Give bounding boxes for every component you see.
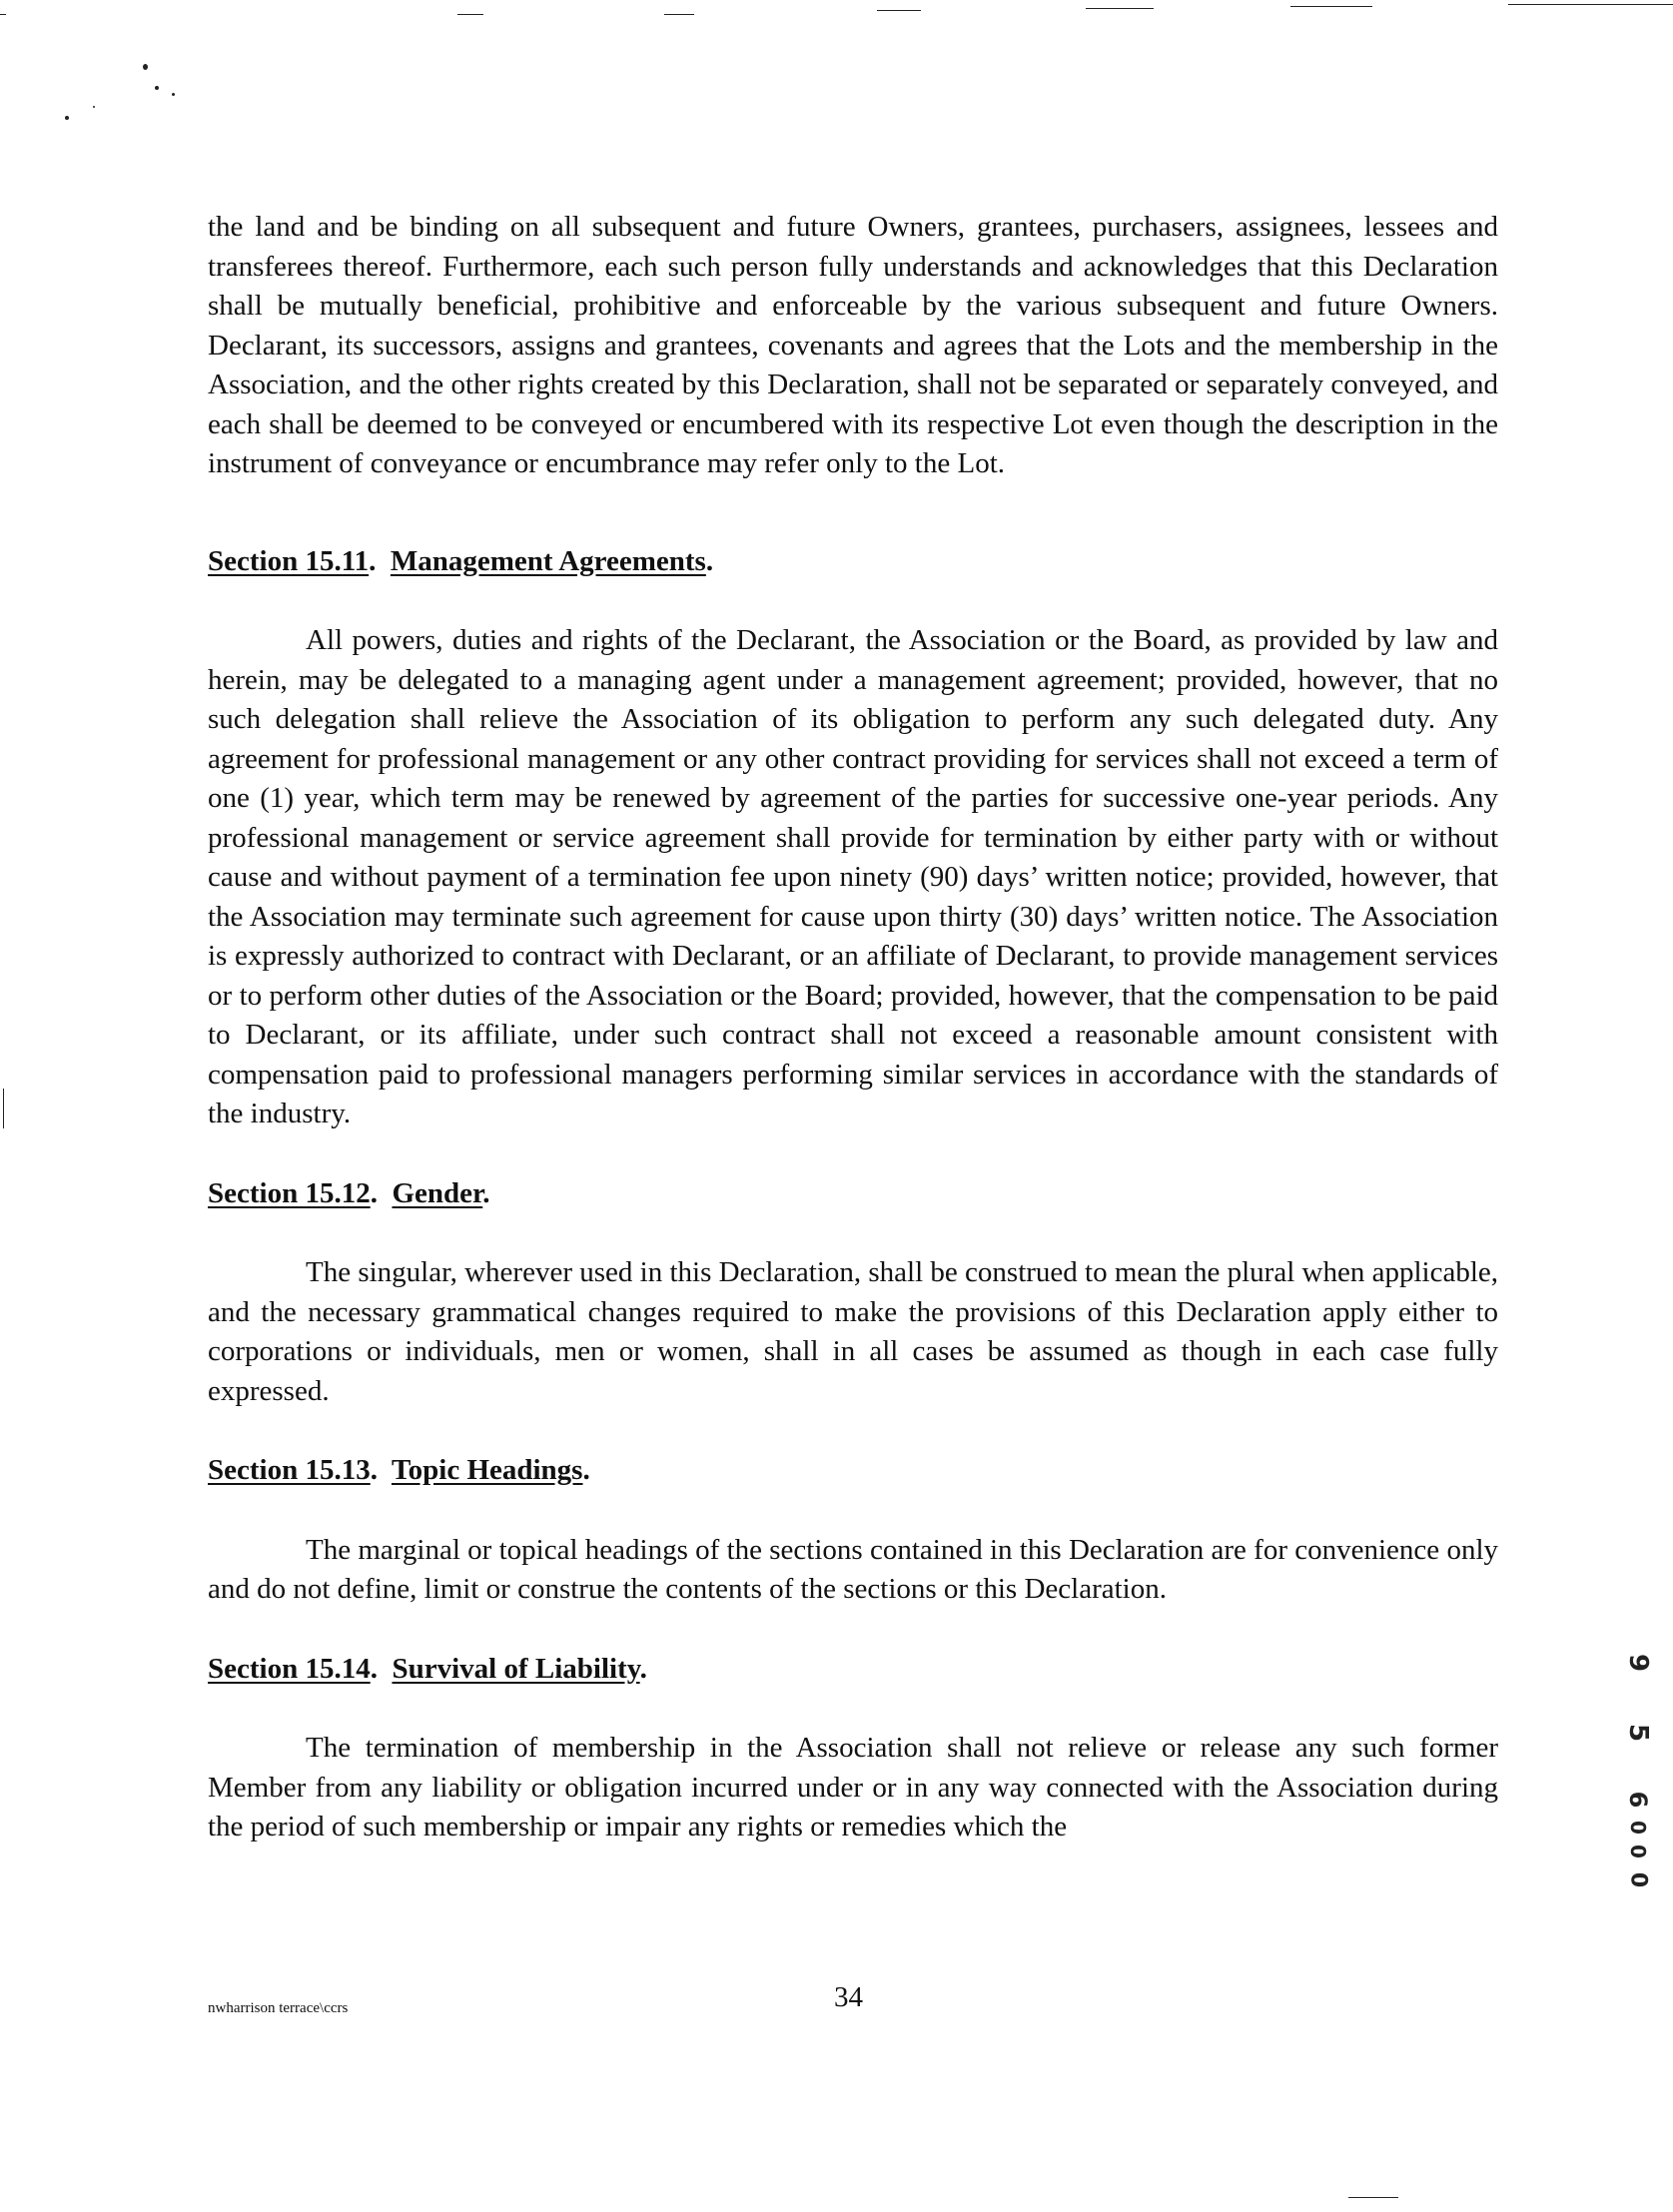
section-body: All powers, duties and rights of the Declarant, the Association or the Board, as provided by law and herein, may be delegated to a managing agent under a management agreement; provided, however, that no such delegation shall relieve the Association of its obligation to perform any such delegated duty. Any agreement for professional management or any other contract providing for services shall not exceed a term of one (1) year, which term may be renewed by agreement of the parties for successive one-year periods. Any professional management or service agreement shall provide for termination by either party with or without cause and without payment of a termination fee upon ninety (90) days’ written notice; provided, however, that the Association may terminate such agreement for cause upon thirty (30) days’ written notice. The Association is expressly authorized to contract with Declarant, or an affiliate of Declarant, to provide management services or to perform other duties of the Association or the Board; provided, however, that the compensation to be paid to Declarant, or its affiliate, under such contract shall not exceed a reasonable amount consistent with compensation paid to professional managers performing similar services in accordance with the standards of the industry. (208, 624, 1498, 1129)
section-title: Survival of Liability (392, 1652, 640, 1685)
scan-artifact-top (664, 14, 694, 15)
section-body: The marginal or topical headings of the sections contained in this Declaration are for convenience only and do not define, limit or construe the contents of the sections or this Declaration. (208, 1533, 1498, 1605)
section-heading: Section 15.13. Topic Headings. (208, 1454, 590, 1486)
stamp-digit: 9 (1623, 1653, 1653, 1673)
stamp-digit: 0 (1626, 1844, 1650, 1858)
scan-speck (93, 106, 95, 108)
margin-recording-stamp (1623, 1578, 1653, 1907)
stamp-digit: 0 (1626, 1821, 1650, 1835)
scan-artifact-top-left (0, 14, 6, 15)
section-title: Gender (392, 1176, 483, 1209)
scan-artifact-top (1290, 6, 1372, 7)
footer-file-path: nwharrison terrace\ccrs (208, 2000, 349, 2016)
section-number: Section 15.13 (208, 1454, 371, 1486)
stamp-digit: 6 (1624, 1791, 1652, 1809)
section-number: Section 15.14 (208, 1652, 371, 1685)
scan-speck (172, 93, 175, 96)
scan-artifact-top-right (1508, 4, 1673, 5)
scan-speck (155, 86, 159, 90)
intro-paragraph: the land and be binding on all subsequent and future Owners, grantees, purchasers, assignees, lessees and transferees thereof. Furthermore, each such person fully understands and acknowledges that this Declaration shall be mutually beneficial, prohibitive and enforceable by the various subsequent and future Owners. Declarant, its successors, assigns and grantees, covenants and agrees that the Lots and the membership in the Association, and the other rights created by this Declaration, shall not be separated or separately conveyed, and each shall be deemed to be conveyed or encumbered with its respective Lot even though the description in the instrument of conveyance or encumbrance may refer only to the Lot. (208, 211, 1498, 479)
scan-speck (143, 64, 148, 70)
document-body (208, 208, 1498, 1847)
section-title: Management Agreements (390, 544, 706, 577)
stamp-digit: 0 (1625, 1871, 1651, 1888)
section-title: Topic Headings (391, 1454, 583, 1486)
section-heading: Section 15.11. Management Agreements. (208, 544, 714, 577)
scan-artifact-top (1086, 8, 1154, 9)
section-heading: Section 15.14. Survival of Liability. (208, 1652, 647, 1685)
stamp-digit: 5 (1623, 1723, 1653, 1743)
page-number: 34 (834, 1981, 863, 2013)
scan-artifact-left-edge (3, 1089, 4, 1128)
scan-artifact-bottom (1348, 2197, 1398, 2198)
section-body: The termination of membership in the Association shall not relieve or release any such former Member from any liability or obligation incurred under or in any way connected with the Association during the period of such membership or impair any rights or remedies which the (208, 1732, 1498, 1843)
scan-artifact-top (877, 10, 921, 11)
section-number: Section 15.12 (208, 1176, 371, 1209)
scan-artifact-top (457, 14, 483, 15)
section-number: Section 15.11 (208, 544, 370, 577)
section-body: The singular, wherever used in this Declaration, shall be construed to mean the plural when applicable, and the necessary grammatical changes required to make the provisions of this Declaration apply either to corporations or individuals, men or women, shall in all cases be assumed as though in each case fully expressed. (208, 1256, 1498, 1407)
section-heading: Section 15.12. Gender. (208, 1176, 490, 1209)
scan-speck (65, 116, 69, 120)
